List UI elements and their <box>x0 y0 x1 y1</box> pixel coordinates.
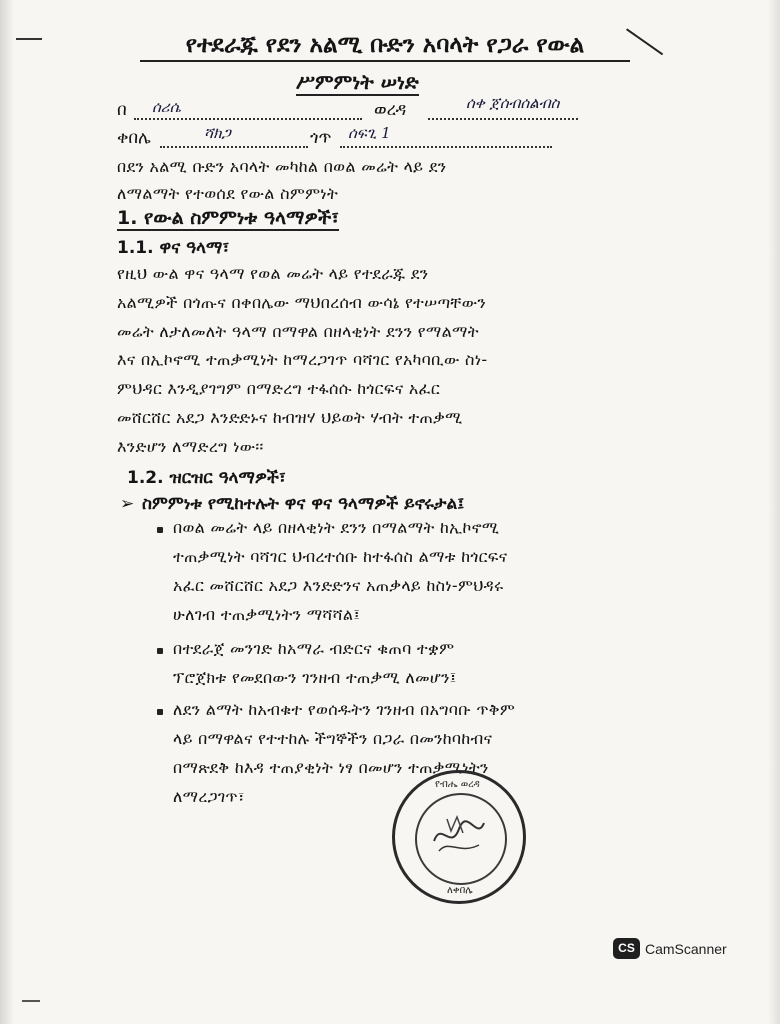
subsection-heading: 1.1. ዋና ዓላማ፣ <box>117 238 230 258</box>
bullet-line: ሁለገብ ተጠቃሚነትን ማሻሻል፤ <box>173 605 361 624</box>
margin-mark <box>22 1000 40 1002</box>
field-value-got: ሰፍጊ 1 <box>348 124 391 142</box>
subsection-heading: 1.2. ዝርዝር ዓላማዎች፣ <box>127 468 286 488</box>
bullet-line: ላይ በማዋልና የተተከሉ ችግኞችን በጋራ በመንከባከብና <box>173 729 493 748</box>
field-label-b: በ <box>117 100 127 120</box>
document-title: የተደራጁ የደን አልሚ ቡድን አባላት የጋራ የውል <box>140 32 630 62</box>
section-heading: 1. የውል ስምምነቱ ዓላማዎች፣ <box>117 207 340 229</box>
list-intro: ስምምነቱ የሚከተሉት ዋና ዋና ዓላማዎች ይኖሩታል፤ <box>142 494 465 514</box>
scan-edge-left <box>0 0 14 1024</box>
bullet-line: ተጠቃሚነት ባሻገር ህብረተሰቡ ከተፋሰስ ልማቱ ከጎርፍና <box>173 547 508 566</box>
paragraph-line: መሸርሸር አደጋ እንድድኑና ከብዝሃ ህይወት ሃብት ተጠቃሚ <box>117 408 463 427</box>
bullet-line: ለደን ልማት ከአብቁተ የወሰዱትን ገንዘብ በአግባቡ ጥቅም <box>173 700 516 719</box>
bullet-line: በተደራጀ መንገድ ከአማራ ብድርና ቁጠባ ተቋም <box>173 639 455 658</box>
field-line-woreda <box>428 118 578 120</box>
field-value-kebele: ሻክጋ <box>204 124 231 142</box>
paragraph-line: እና በኢኮኖሚ ተጠቃሚነት ከማረጋገጥ ባሻገር የአካባቢው ስነ- <box>117 350 488 369</box>
field-label-kebele: ቀበሌ <box>117 128 151 148</box>
paragraph-line: እንድሆን ለማድረግ ነው፡፡ <box>117 437 264 456</box>
paragraph-line: አልሚዎች በጎጡና በቀበሌው ማህበረሰብ ውሳኔ የተሠጣቸውን <box>117 293 487 312</box>
camscanner-logo-icon: CS <box>613 938 640 959</box>
stamp-text: የብሔ ወረዳ <box>435 779 480 790</box>
field-label-woreda: ወረዳ <box>374 100 407 120</box>
stamp-text: ለቀበሌ <box>447 885 473 896</box>
paragraph-line: መሬት ለታለመለት ዓላማ በማዋል በዘላቂነት ደንን የማልማት <box>117 322 479 341</box>
title-stroke <box>626 28 663 55</box>
intro-line: ለማልማት የተወሰደ የውል ስምምነት <box>117 184 339 203</box>
camscanner-label: CamScanner <box>645 941 727 957</box>
official-stamp <box>392 770 526 904</box>
intro-line: በደን አልሚ ቡድን አባላት መካከል በወል መሬት ላይ ደን <box>117 157 447 176</box>
arrow-icon: ➢ <box>120 494 135 514</box>
field-value-b: ሰሪሴ <box>152 98 181 116</box>
margin-mark <box>16 38 42 40</box>
paragraph-line: ምህዳር እንዲያገግም በማድረግ ተፋሰሱ ከጎርፍና አፈር <box>117 379 441 398</box>
document-subtitle: ሥምምነት ሠነድ <box>296 70 419 94</box>
bullet-icon <box>157 527 163 533</box>
field-value-woreda: ሰቀ ጀሰብሰልብስ <box>466 94 560 112</box>
field-line-got <box>340 146 552 148</box>
bullet-line: ፕሮጀክቱ የመደበውን ገንዘብ ተጠቃሚ ለመሆን፤ <box>173 668 457 687</box>
bullet-line: አፈር መሸርሸር አደጋ እንድድንና አጠቃላይ ከስነ-ምህዳሩ <box>173 576 504 595</box>
stamp-emblem-icon <box>429 811 489 859</box>
bullet-icon <box>157 709 163 715</box>
field-line-kebele <box>160 146 308 148</box>
field-line-b <box>134 118 362 120</box>
bullet-line: ለማረጋገጥ፣ <box>173 787 245 806</box>
bullet-line: በማጽደቅ ከእዳ ተጠያቂነት ነፃ በመሆን ተጠቃሚነትን <box>173 758 489 777</box>
paragraph-line: የዚህ ውል ዋና ዓላማ የወል መሬት ላይ የተደራጁ ደን <box>117 264 429 283</box>
bullet-icon <box>157 648 163 654</box>
scan-edge-right <box>768 0 780 1024</box>
bullet-line: በወል መሬት ላይ በዘላቂነት ደንን በማልማት ከኢኮኖሚ <box>173 518 500 537</box>
field-label-got: ጎጥ <box>310 128 332 148</box>
